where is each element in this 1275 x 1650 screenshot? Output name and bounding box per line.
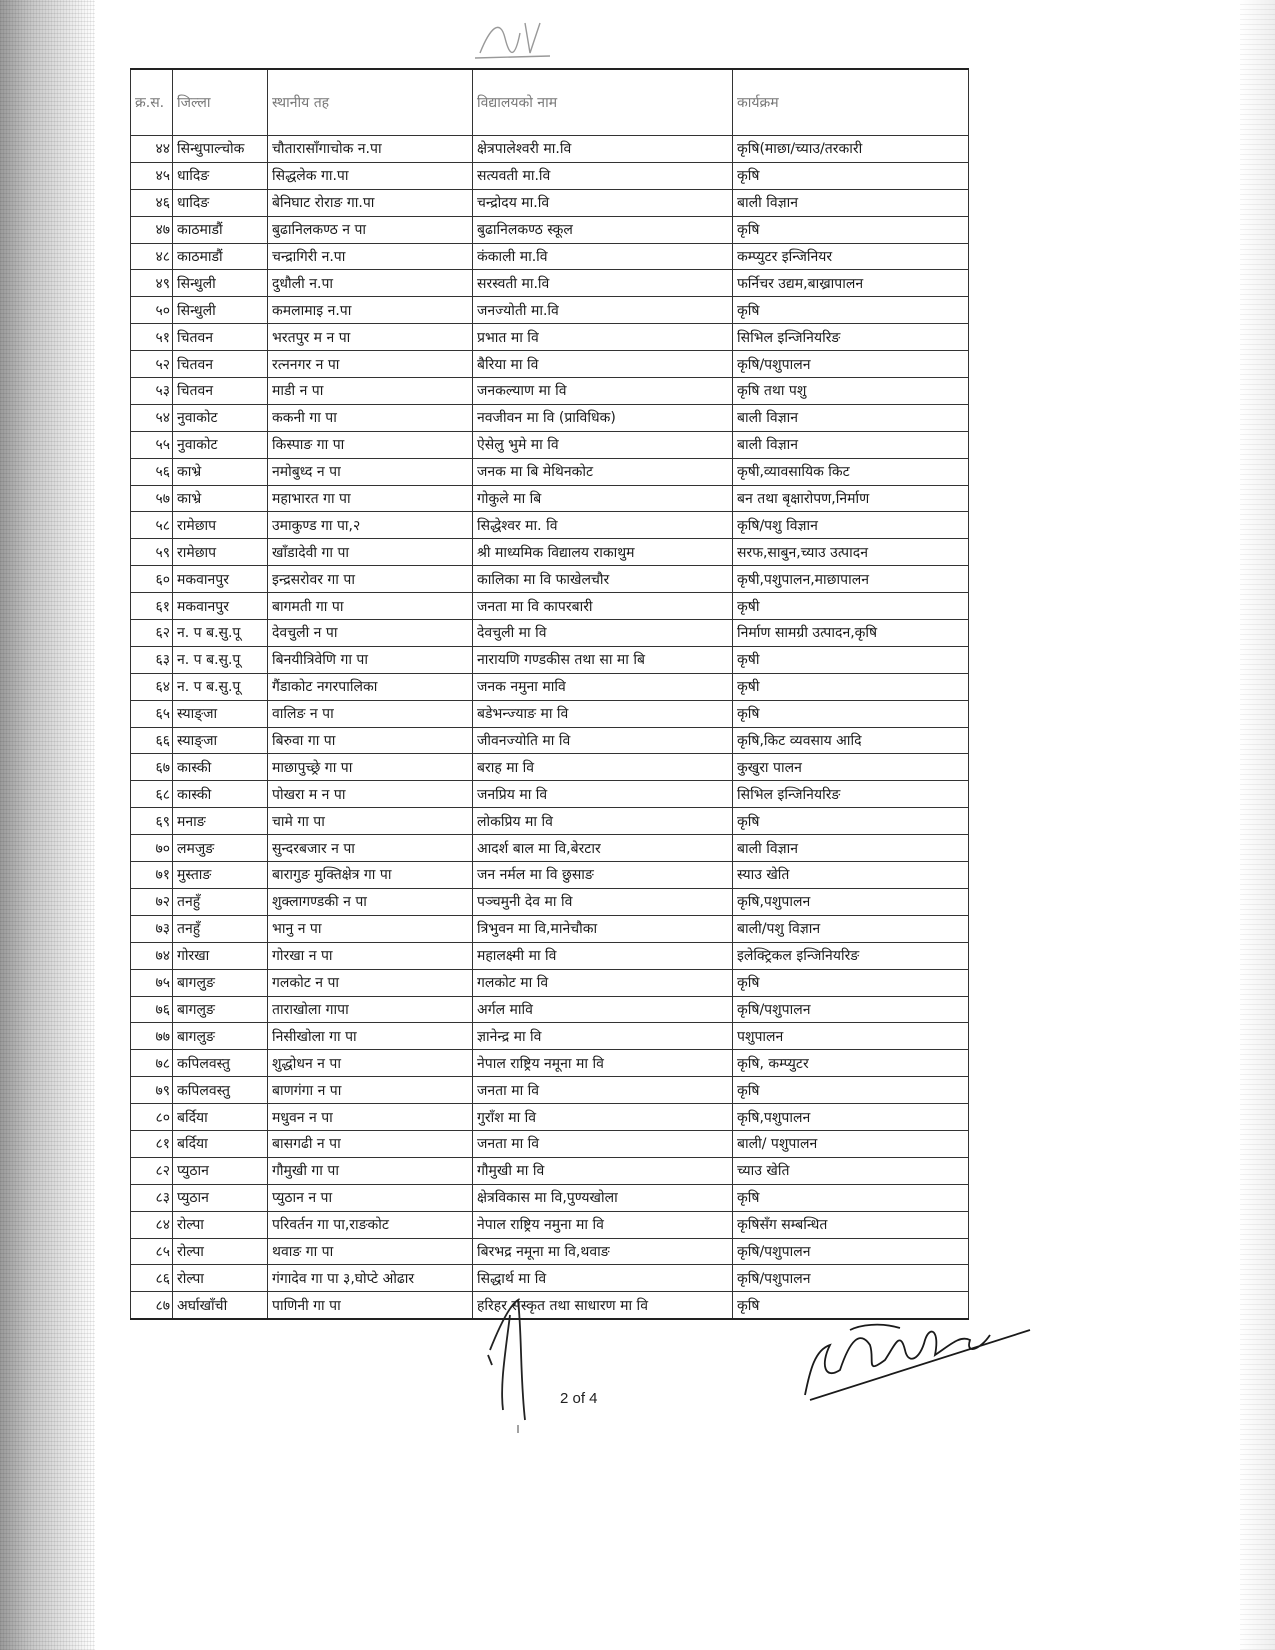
cell-serial: ४५ — [131, 162, 173, 189]
cell-program: बाली विज्ञान — [733, 431, 969, 458]
cell-local-level: शुद्धोधन न पा — [268, 1050, 473, 1077]
cell-district: काठमाडौं — [173, 243, 268, 270]
table-row — [131, 162, 969, 189]
cell-program: कृषि — [733, 700, 969, 727]
school-program-table — [130, 68, 969, 1320]
cell-school-name: ज्ञानेन्द्र मा वि — [473, 1023, 733, 1050]
cell-school-name: महालक्ष्मी मा वि — [473, 942, 733, 969]
cell-serial: ७७ — [131, 1023, 173, 1050]
table-row — [131, 404, 969, 431]
cell-school-name: जनकल्याण मा वि — [473, 378, 733, 405]
cell-program: कृषि — [733, 1184, 969, 1211]
cell-program: कृषि/पशुपालन — [733, 1265, 969, 1292]
cell-serial: ५९ — [131, 539, 173, 566]
cell-district: नुवाकोट — [173, 404, 268, 431]
cell-district: बागलुङ — [173, 969, 268, 996]
cell-local-level: पाणिनी गा पा — [268, 1292, 473, 1319]
cell-local-level: बासगढी न पा — [268, 1130, 473, 1157]
table-row — [131, 485, 969, 512]
cell-school-name: चन्द्रोदय मा.वि — [473, 189, 733, 216]
table-row — [131, 700, 969, 727]
cell-program: इलेक्ट्रिकल इन्जिनियरिङ — [733, 942, 969, 969]
cell-program: कृषि — [733, 969, 969, 996]
table-row — [131, 942, 969, 969]
cell-local-level: चामे गा पा — [268, 808, 473, 835]
cell-district: काभ्रे — [173, 485, 268, 512]
cell-school-name: ऐसेलु भुमे मा वि — [473, 431, 733, 458]
cell-district: प्युठान — [173, 1157, 268, 1184]
cell-local-level: गैंडाकोट नगरपालिका — [268, 673, 473, 700]
cell-district: धादिङ — [173, 162, 268, 189]
table-row — [131, 216, 969, 243]
cell-local-level: खाँडादेवी गा पा — [268, 539, 473, 566]
table-row — [131, 754, 969, 781]
cell-serial: ४४ — [131, 136, 173, 163]
cell-program: कृषि/पशुपालन — [733, 1238, 969, 1265]
header-district: जिल्ला — [173, 69, 268, 136]
cell-serial: ५२ — [131, 351, 173, 378]
cell-local-level: कमलामाइ न.पा — [268, 297, 473, 324]
cell-program: कृषि — [733, 216, 969, 243]
cell-program: बाली/पशु विज्ञान — [733, 915, 969, 942]
table-header-row — [131, 69, 969, 136]
cell-district: न. प ब.सु.पू — [173, 646, 268, 673]
header-local-level: स्थानीय तह — [268, 69, 473, 136]
cell-program: कृषि,पशुपालन — [733, 1104, 969, 1131]
cell-district: मनाङ — [173, 808, 268, 835]
cell-school-name: बडेभन्ज्याङ मा वि — [473, 700, 733, 727]
cell-program: कृषि/पशुपालन — [733, 996, 969, 1023]
cell-school-name: सत्यवती मा.वि — [473, 162, 733, 189]
cell-district: बर्दिया — [173, 1130, 268, 1157]
cell-serial: ६८ — [131, 781, 173, 808]
cell-school-name: श्री माध्यमिक विद्यालय राकाथुम — [473, 539, 733, 566]
cell-district: सिन्धुली — [173, 297, 268, 324]
cell-program: कुखुरा पालन — [733, 754, 969, 781]
cell-school-name: अर्गल मावि — [473, 996, 733, 1023]
table-row — [131, 1077, 969, 1104]
cell-program: कृषी — [733, 673, 969, 700]
cell-program: सिभिल इन्जिनियरिङ — [733, 324, 969, 351]
cell-district: मकवानपुर — [173, 593, 268, 620]
header-serial: क्र.स. — [131, 69, 173, 136]
cell-program: बाली विज्ञान — [733, 404, 969, 431]
cell-district: चितवन — [173, 324, 268, 351]
cell-school-name: क्षेत्रपालेश्वरी मा.वि — [473, 136, 733, 163]
cell-serial: ७१ — [131, 862, 173, 889]
cell-district: धादिङ — [173, 189, 268, 216]
cell-serial: ६२ — [131, 620, 173, 647]
table-row — [131, 351, 969, 378]
cell-district: कपिलवस्तु — [173, 1077, 268, 1104]
cell-school-name: जीवनज्योति मा वि — [473, 727, 733, 754]
cell-serial: ८६ — [131, 1265, 173, 1292]
cell-local-level: परिवर्तन गा पा,राङकोट — [268, 1211, 473, 1238]
cell-local-level: महाभारत गा पा — [268, 485, 473, 512]
table-row — [131, 646, 969, 673]
cell-serial: ५६ — [131, 458, 173, 485]
table-row — [131, 915, 969, 942]
cell-district: कास्की — [173, 754, 268, 781]
cell-school-name: त्रिभुवन मा वि,मानेचौका — [473, 915, 733, 942]
cell-program: कृषि,पशुपालन — [733, 888, 969, 915]
table-row — [131, 1023, 969, 1050]
cell-serial: ६४ — [131, 673, 173, 700]
cell-program: कृषि,किट व्यवसाय आदि — [733, 727, 969, 754]
table-row — [131, 727, 969, 754]
cell-local-level: देवचुली न पा — [268, 620, 473, 647]
cell-local-level: सुन्दरबजार न पा — [268, 835, 473, 862]
cell-district: सिन्धुपाल्चोक — [173, 136, 268, 163]
cell-local-level: सिद्धलेक गा.पा — [268, 162, 473, 189]
table-row — [131, 189, 969, 216]
cell-district: काठमाडौं — [173, 216, 268, 243]
cell-serial: ८३ — [131, 1184, 173, 1211]
cell-program: कृषि — [733, 1077, 969, 1104]
cell-school-name: जनक नमुना मावि — [473, 673, 733, 700]
cell-program: कृषि — [733, 297, 969, 324]
table-row — [131, 673, 969, 700]
table-row — [131, 1211, 969, 1238]
cell-school-name: सरस्वती मा.वि — [473, 270, 733, 297]
cell-serial: ७६ — [131, 996, 173, 1023]
cell-district: मकवानपुर — [173, 566, 268, 593]
cell-serial: ७५ — [131, 969, 173, 996]
cell-serial: ८२ — [131, 1157, 173, 1184]
cell-serial: ४७ — [131, 216, 173, 243]
cell-local-level: किस्पाङ गा पा — [268, 431, 473, 458]
cell-school-name: जनज्योती मा.वि — [473, 297, 733, 324]
table-row — [131, 431, 969, 458]
cell-serial: ४९ — [131, 270, 173, 297]
cell-serial: ५५ — [131, 431, 173, 458]
cell-district: काभ्रे — [173, 458, 268, 485]
cell-program: फर्निचर उद्यम,बाख्रापालन — [733, 270, 969, 297]
cell-serial: ८७ — [131, 1292, 173, 1319]
cell-district: तनहुँ — [173, 888, 268, 915]
cell-district: रोल्पा — [173, 1238, 268, 1265]
table-row — [131, 1050, 969, 1077]
cell-serial: ६५ — [131, 700, 173, 727]
header-program: कार्यक्रम — [733, 69, 969, 136]
table-row — [131, 620, 969, 647]
cell-serial: ६१ — [131, 593, 173, 620]
cell-school-name: जनक मा बि मेथिनकोट — [473, 458, 733, 485]
cell-serial: ५४ — [131, 404, 173, 431]
cell-serial: ५० — [131, 297, 173, 324]
cell-district: कपिलवस्तु — [173, 1050, 268, 1077]
cell-district: प्युठान — [173, 1184, 268, 1211]
table-row — [131, 243, 969, 270]
cell-school-name: आदर्श बाल मा वि,बेरटार — [473, 835, 733, 862]
cell-program: पशुपालन — [733, 1023, 969, 1050]
cell-program: कृषि — [733, 162, 969, 189]
table-row — [131, 378, 969, 405]
header-school-name: विद्यालयको नाम — [473, 69, 733, 136]
cell-serial: ६७ — [131, 754, 173, 781]
cell-district: चितवन — [173, 378, 268, 405]
cell-school-name: कालिका मा वि फाखेलचौर — [473, 566, 733, 593]
table-row — [131, 808, 969, 835]
cell-program: कृषि तथा पशु — [733, 378, 969, 405]
cell-serial: ८४ — [131, 1211, 173, 1238]
table-row — [131, 136, 969, 163]
cell-local-level: दुधौली न.पा — [268, 270, 473, 297]
cell-local-level: उमाकुण्ड गा पा,२ — [268, 512, 473, 539]
cell-local-level: बिरुवा गा पा — [268, 727, 473, 754]
cell-program: बन तथा बृक्षारोपण,निर्माण — [733, 485, 969, 512]
cell-school-name: नेपाल राष्ट्रिय नमूना मा वि — [473, 1050, 733, 1077]
cell-local-level: निसीखोला गा पा — [268, 1023, 473, 1050]
cell-program: कृषि/पशुपालन — [733, 351, 969, 378]
cell-district: नुवाकोट — [173, 431, 268, 458]
page-number: 2 of 4 — [560, 1390, 598, 1407]
cell-school-name: गुराँश मा वि — [473, 1104, 733, 1131]
cell-program: स्याउ खेति — [733, 862, 969, 889]
cell-school-name: जनप्रिय मा वि — [473, 781, 733, 808]
cell-district: सिन्धुली — [173, 270, 268, 297]
cell-serial: ७९ — [131, 1077, 173, 1104]
cell-school-name: बिरभद्र नमूना मा वि,थवाङ — [473, 1238, 733, 1265]
cell-serial: ६६ — [131, 727, 173, 754]
cell-program: कम्प्युटर इन्जिनियर — [733, 243, 969, 270]
table-row — [131, 566, 969, 593]
cell-district: स्याङ्जा — [173, 700, 268, 727]
cell-program: निर्माण सामग्री उत्पादन,कृषि — [733, 620, 969, 647]
cell-program: कृषि — [733, 808, 969, 835]
table-row — [131, 1265, 969, 1292]
cell-local-level: चौतारासाँगाचोक न.पा — [268, 136, 473, 163]
cell-district: रामेछाप — [173, 539, 268, 566]
cell-district: तनहुँ — [173, 915, 268, 942]
cell-local-level: ताराखोला गापा — [268, 996, 473, 1023]
table-row — [131, 1157, 969, 1184]
cell-district: कास्की — [173, 781, 268, 808]
cell-local-level: गलकोट न पा — [268, 969, 473, 996]
cell-local-level: भानु न पा — [268, 915, 473, 942]
cell-local-level: माछापुच्छ्रे गा पा — [268, 754, 473, 781]
cell-local-level: चन्द्रागिरी न.पा — [268, 243, 473, 270]
table-row — [131, 1184, 969, 1211]
cell-school-name: प्रभात मा वि — [473, 324, 733, 351]
cell-school-name: गौमुखी मा वि — [473, 1157, 733, 1184]
table-row — [131, 539, 969, 566]
cell-school-name: देवचुली मा वि — [473, 620, 733, 647]
cell-program: कृषि, कम्प्युटर — [733, 1050, 969, 1077]
top-scribble-mark — [470, 8, 560, 68]
cell-local-level: वालिङ न पा — [268, 700, 473, 727]
table-row — [131, 1104, 969, 1131]
cell-school-name: कंकाली मा.वि — [473, 243, 733, 270]
table-row — [131, 593, 969, 620]
cell-local-level: इन्द्रसरोवर गा पा — [268, 566, 473, 593]
cell-serial: ८० — [131, 1104, 173, 1131]
scan-edge-right — [1240, 0, 1275, 1650]
cell-school-name: गोकुले मा बि — [473, 485, 733, 512]
cell-serial: ७४ — [131, 942, 173, 969]
cell-serial: ७३ — [131, 915, 173, 942]
cell-local-level: गोरखा न पा — [268, 942, 473, 969]
cell-local-level: बाणगंगा न पा — [268, 1077, 473, 1104]
table-row — [131, 297, 969, 324]
table-row — [131, 458, 969, 485]
cell-local-level: माडी न पा — [268, 378, 473, 405]
cell-district: गोरखा — [173, 942, 268, 969]
cell-local-level: रत्ननगर न पा — [268, 351, 473, 378]
table-row — [131, 781, 969, 808]
table-row — [131, 324, 969, 351]
handwritten-mark — [470, 1295, 540, 1425]
cell-local-level: गंगादेव गा पा ३,घोप्टे ओढार — [268, 1265, 473, 1292]
cell-local-level: प्युठान न पा — [268, 1184, 473, 1211]
cell-local-level: मधुवन न पा — [268, 1104, 473, 1131]
cell-serial: ४६ — [131, 189, 173, 216]
cell-local-level: शुक्लागण्डकी न पा — [268, 888, 473, 915]
cell-program: बाली/ पशुपालन — [733, 1130, 969, 1157]
cell-serial: ७८ — [131, 1050, 173, 1077]
cell-district: न. प ब.सु.पू — [173, 620, 268, 647]
cell-local-level: बारागुङ मुक्तिक्षेत्र गा पा — [268, 862, 473, 889]
cell-district: रोल्पा — [173, 1211, 268, 1238]
cell-local-level: नमोबुध्द न पा — [268, 458, 473, 485]
cell-district: रोल्पा — [173, 1265, 268, 1292]
cell-serial: ४८ — [131, 243, 173, 270]
cell-school-name: गलकोट मा वि — [473, 969, 733, 996]
cell-serial: ५७ — [131, 485, 173, 512]
table-row — [131, 888, 969, 915]
table-row — [131, 512, 969, 539]
cell-serial: ८५ — [131, 1238, 173, 1265]
table-row — [131, 835, 969, 862]
cell-school-name: जनता मा वि कापरबारी — [473, 593, 733, 620]
cell-program: कृषी,व्यावसायिक किट — [733, 458, 969, 485]
table-body — [131, 136, 969, 1320]
table-row — [131, 1130, 969, 1157]
cell-serial: ७२ — [131, 888, 173, 915]
cell-program: कृषि(माछा/च्याउ/तरकारी — [733, 136, 969, 163]
cell-local-level: बेनिघाट रोराङ गा.पा — [268, 189, 473, 216]
table-row — [131, 996, 969, 1023]
cell-program: कृषिसँग सम्बन्धित — [733, 1211, 969, 1238]
cell-serial: ७० — [131, 835, 173, 862]
cell-local-level: गौमुखी गा पा — [268, 1157, 473, 1184]
cell-school-name: लोकप्रिय मा वि — [473, 808, 733, 835]
cell-school-name: सिद्धेश्वर मा. वि — [473, 512, 733, 539]
cell-school-name: सिद्धार्थ मा वि — [473, 1265, 733, 1292]
cell-serial: ५१ — [131, 324, 173, 351]
cell-serial: ५८ — [131, 512, 173, 539]
cell-program: कृषी,पशुपालन,माछापालन — [733, 566, 969, 593]
signature — [790, 1300, 1040, 1410]
cell-serial: ८१ — [131, 1130, 173, 1157]
cell-district: स्याङ्जा — [173, 727, 268, 754]
cell-program: च्याउ खेति — [733, 1157, 969, 1184]
cell-school-name: जनता मा वि — [473, 1077, 733, 1104]
table-row — [131, 862, 969, 889]
cell-serial: ६३ — [131, 646, 173, 673]
cell-district: अर्घाखाँची — [173, 1292, 268, 1319]
cell-school-name: नेपाल राष्ट्रिय नमुना मा वि — [473, 1211, 733, 1238]
cell-district: चितवन — [173, 351, 268, 378]
cell-district: बागलुङ — [173, 996, 268, 1023]
cell-local-level: पोखरा म न पा — [268, 781, 473, 808]
cell-program: सरफ,साबुन,च्याउ उत्पादन — [733, 539, 969, 566]
table-row — [131, 270, 969, 297]
cell-district: बागलुङ — [173, 1023, 268, 1050]
cell-school-name: हरिहर संस्कृत तथा साधारण मा वि — [473, 1292, 733, 1319]
cell-program: कृषि/पशु विज्ञान — [733, 512, 969, 539]
cell-program: बाली विज्ञान — [733, 835, 969, 862]
cell-school-name: बराह मा वि — [473, 754, 733, 781]
cell-local-level: बागमती गा पा — [268, 593, 473, 620]
cell-school-name: बुढानिलकण्ठ स्कूल — [473, 216, 733, 243]
cell-school-name: पञ्चमुनी देव मा वि — [473, 888, 733, 915]
cell-program: कृषी — [733, 646, 969, 673]
cell-program: सिभिल इन्जिनियरिङ — [733, 781, 969, 808]
cell-school-name: नारायणि गण्डकीस तथा सा मा बि — [473, 646, 733, 673]
cell-serial: ५३ — [131, 378, 173, 405]
table-row — [131, 969, 969, 996]
cell-program: बाली विज्ञान — [733, 189, 969, 216]
cell-school-name: जन नर्मल मा वि छुसाङ — [473, 862, 733, 889]
cell-school-name: नवजीवन मा वि (प्राविधिक) — [473, 404, 733, 431]
table-row — [131, 1238, 969, 1265]
cell-district: बर्दिया — [173, 1104, 268, 1131]
cell-district: रामेछाप — [173, 512, 268, 539]
cell-district: लमजुङ — [173, 835, 268, 862]
cell-local-level: भरतपुर म न पा — [268, 324, 473, 351]
cell-school-name: क्षेत्रविकास मा वि,पुण्यखोला — [473, 1184, 733, 1211]
cell-school-name: जनता मा वि — [473, 1130, 733, 1157]
cell-local-level: बुढानिलकण्ठ न पा — [268, 216, 473, 243]
cell-serial: ६९ — [131, 808, 173, 835]
scan-edge-left — [0, 0, 95, 1650]
scan-speck — [515, 1425, 521, 1433]
cell-school-name: बैरिया मा वि — [473, 351, 733, 378]
cell-local-level: ककनी गा पा — [268, 404, 473, 431]
cell-program: कृषी — [733, 593, 969, 620]
cell-district: मुस्ताङ — [173, 862, 268, 889]
cell-district: न. प ब.सु.पू — [173, 673, 268, 700]
cell-serial: ६० — [131, 566, 173, 593]
cell-local-level: बिनयीत्रिवेणि गा पा — [268, 646, 473, 673]
cell-local-level: थवाङ गा पा — [268, 1238, 473, 1265]
cell-program: कृषि — [733, 1292, 969, 1319]
